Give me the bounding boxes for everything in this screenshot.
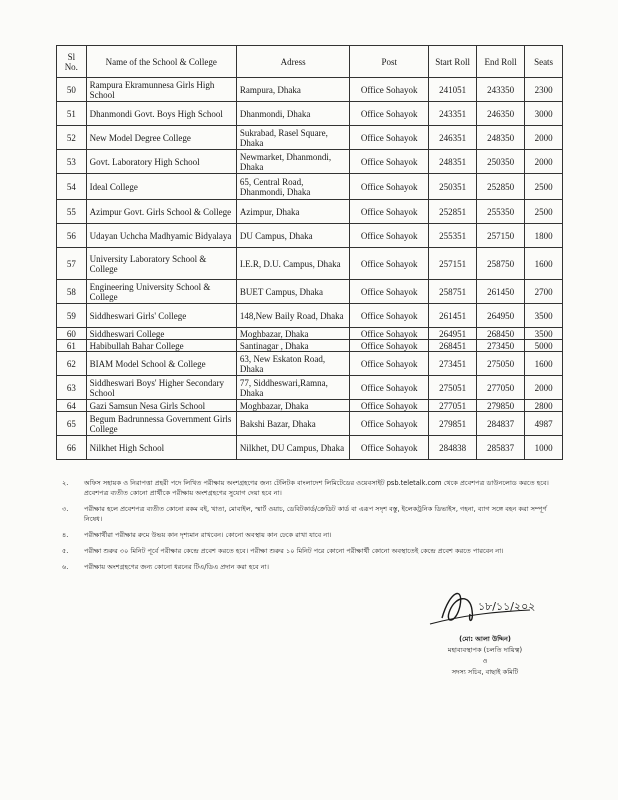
cell-name: Nilkhet High School: [86, 436, 236, 460]
cell-start: 275051: [429, 376, 477, 400]
cell-sl: 56: [57, 224, 87, 248]
table-row: [57, 78, 563, 102]
table-row: [57, 376, 563, 400]
cell-start: 252851: [429, 200, 477, 224]
cell-start: 246351: [429, 126, 477, 150]
cell-address: 63, New Eskaton Road, Dhaka: [236, 352, 349, 376]
cell-post: Office Sohayok: [350, 174, 429, 200]
cell-name: Siddheswari College: [86, 328, 236, 340]
cell-seats: 1600: [525, 248, 563, 280]
cell-start: 248351: [429, 150, 477, 174]
signature-image: [420, 580, 570, 635]
instruction-item: [62, 546, 562, 556]
cell-sl: 55: [57, 200, 87, 224]
table-row: [57, 328, 563, 340]
cell-seats: 2500: [525, 200, 563, 224]
seat-plan-table: [56, 45, 563, 460]
cell-start: 258751: [429, 280, 477, 304]
cell-post: Office Sohayok: [350, 328, 429, 340]
table-row: [57, 340, 563, 352]
cell-name: BIAM Model School & College: [86, 352, 236, 376]
cell-end: 255350: [477, 200, 525, 224]
cell-end: 279850: [477, 400, 525, 412]
cell-sl: 52: [57, 126, 87, 150]
cell-sl: 61: [57, 340, 87, 352]
table-row: [57, 126, 563, 150]
cell-name: Govt. Laboratory High School: [86, 150, 236, 174]
cell-start: 255351: [429, 224, 477, 248]
header-start-roll: Start Roll: [429, 46, 477, 78]
cell-sl: 65: [57, 412, 87, 436]
cell-sl: 50: [57, 78, 87, 102]
cell-address: Moghbazar, Dhaka: [236, 400, 349, 412]
cell-seats: 2300: [525, 78, 563, 102]
signatory-name: (মো: আলা উদ্দিন): [459, 635, 511, 643]
instruction-item: [62, 562, 562, 572]
cell-end: 275050: [477, 352, 525, 376]
cell-sl: 51: [57, 102, 87, 126]
cell-name: Azimpur Govt. Girls School & College: [86, 200, 236, 224]
cell-seats: 1800: [525, 224, 563, 248]
instruction-item: [62, 504, 562, 524]
cell-post: Office Sohayok: [350, 340, 429, 352]
cell-name: Siddheswari Girls' College: [86, 304, 236, 328]
cell-address: Santinagar , Dhaka: [236, 340, 349, 352]
cell-seats: 2500: [525, 174, 563, 200]
cell-name: Rampura Ekramunnesa Girls High School: [86, 78, 236, 102]
table-row: [57, 304, 563, 328]
signature-date: ১৮/১১/২০২: [478, 600, 536, 613]
table-row: [57, 436, 563, 460]
cell-address: 148,New Baily Road, Dhaka: [236, 304, 349, 328]
signatory-role: সদস্য সচিব, বাছাই কমিটি: [451, 668, 519, 676]
cell-name: Ideal College: [86, 174, 236, 200]
cell-address: Sukrabad, Rasel Square, Dhaka: [236, 126, 349, 150]
cell-post: Office Sohayok: [350, 280, 429, 304]
signature-block: [400, 634, 570, 678]
cell-end: 252850: [477, 174, 525, 200]
cell-post: Office Sohayok: [350, 126, 429, 150]
cell-name: Siddheswari Boys' Higher Secondary School: [86, 376, 236, 400]
cell-name: Udayan Uchcha Madhyamic Bidyalaya: [86, 224, 236, 248]
cell-post: Office Sohayok: [350, 304, 429, 328]
cell-sl: 64: [57, 400, 87, 412]
instruction-text: পরীক্ষা শুরুর ৩০ মিনিট পূর্বে পরীক্ষার কেন্দ্রে প্রবেশ করতে হবে। পরীক্ষা শুরুর ১০ মিনিট পরে কোনো পরীক্ষার্থী কোনো অবস্থাতেই কেন্দ্রে প্রবেশ করতে পারবেন না।: [84, 547, 504, 555]
cell-address: BUET Campus, Dhaka: [236, 280, 349, 304]
header-name: Name of the School & College: [86, 46, 236, 78]
table-row: [57, 400, 563, 412]
cell-end: 264950: [477, 304, 525, 328]
cell-start: 273451: [429, 352, 477, 376]
instruction-text: পরীক্ষার্থীরা পরীক্ষার রুমে উভয় কান দৃশ্যমান রাখবেন। কোনো অবস্থায় কান ঢেকে রাখা যাবে না।: [84, 531, 332, 539]
cell-start: 243351: [429, 102, 477, 126]
cell-start: 241051: [429, 78, 477, 102]
cell-post: Office Sohayok: [350, 150, 429, 174]
cell-post: Office Sohayok: [350, 376, 429, 400]
cell-start: 257151: [429, 248, 477, 280]
cell-start: 284838: [429, 436, 477, 460]
cell-address: Moghbazar, Dhaka: [236, 328, 349, 340]
table-row: [57, 174, 563, 200]
cell-post: Office Sohayok: [350, 248, 429, 280]
cell-seats: 4987: [525, 412, 563, 436]
cell-address: Rampura, Dhaka: [236, 78, 349, 102]
cell-address: DU Campus, Dhaka: [236, 224, 349, 248]
table-header-row: [57, 46, 563, 78]
cell-end: 258750: [477, 248, 525, 280]
cell-sl: 59: [57, 304, 87, 328]
cell-end: 250350: [477, 150, 525, 174]
cell-seats: 3000: [525, 102, 563, 126]
instruction-number: ২.: [62, 479, 69, 487]
cell-post: Office Sohayok: [350, 400, 429, 412]
cell-post: Office Sohayok: [350, 224, 429, 248]
cell-post: Office Sohayok: [350, 102, 429, 126]
table-row: [57, 248, 563, 280]
cell-post: Office Sohayok: [350, 352, 429, 376]
cell-name: Engineering University School & College: [86, 280, 236, 304]
cell-end: 277050: [477, 376, 525, 400]
instruction-number: ৩.: [62, 505, 69, 513]
table-row: [57, 280, 563, 304]
cell-end: 248350: [477, 126, 525, 150]
instruction-item: [62, 478, 562, 498]
cell-sl: 53: [57, 150, 87, 174]
signatory-and: ও: [482, 657, 488, 665]
cell-start: 277051: [429, 400, 477, 412]
instruction-number: ৫.: [62, 547, 69, 555]
cell-name: New Model Degree College: [86, 126, 236, 150]
cell-start: 261451: [429, 304, 477, 328]
cell-end: 246350: [477, 102, 525, 126]
cell-sl: 63: [57, 376, 87, 400]
cell-address: Azimpur, Dhaka: [236, 200, 349, 224]
instructions-list: [62, 478, 562, 578]
cell-sl: 66: [57, 436, 87, 460]
table-row: [57, 200, 563, 224]
cell-end: 261450: [477, 280, 525, 304]
cell-name: Dhanmondi Govt. Boys High School: [86, 102, 236, 126]
cell-sl: 62: [57, 352, 87, 376]
cell-address: Newmarket, Dhanmondi, Dhaka: [236, 150, 349, 174]
cell-end: 284837: [477, 412, 525, 436]
table-row: [57, 412, 563, 436]
cell-sl: 58: [57, 280, 87, 304]
cell-sl: 57: [57, 248, 87, 280]
signatory-title: মহাব্যবস্থাপক (চলতি দায়িত্ব): [447, 646, 523, 654]
cell-seats: 3500: [525, 304, 563, 328]
cell-end: 257150: [477, 224, 525, 248]
cell-post: Office Sohayok: [350, 78, 429, 102]
cell-start: 250351: [429, 174, 477, 200]
cell-address: I.E.R, D.U. Campus, Dhaka: [236, 248, 349, 280]
cell-seats: 2000: [525, 150, 563, 174]
cell-seats: 2700: [525, 280, 563, 304]
cell-seats: 2800: [525, 400, 563, 412]
header-seats: Seats: [525, 46, 563, 78]
cell-end: 273450: [477, 340, 525, 352]
cell-start: 279851: [429, 412, 477, 436]
instruction-text: পরীক্ষায় অংশগ্রহণের জন্য কোনো ধরনের টিএ/ডিএ প্রদান করা হবে না।: [84, 563, 269, 571]
cell-seats: 1000: [525, 436, 563, 460]
cell-sl: 54: [57, 174, 87, 200]
instruction-number: ৪.: [62, 531, 69, 539]
cell-seats: 3500: [525, 328, 563, 340]
cell-address: 65, Central Road, Dhanmondi, Dhaka: [236, 174, 349, 200]
cell-sl: 60: [57, 328, 87, 340]
cell-end: 285837: [477, 436, 525, 460]
instruction-item: [62, 530, 562, 540]
cell-name: Gazi Samsun Nesa Girls School: [86, 400, 236, 412]
instruction-text: পরীক্ষার হলে প্রবেশপত্র ব্যতীত কোনো রকম বই, খাতা, মোবাইল, স্মার্ট ওয়াচ, ডেবিটকার্ড/ক্রেডিট কার্ড বা এরূপ সদৃশ বস্তু, ইলেকট্রনিক ডিভাইস, গহনা, ব্যাগ সঙ্গে বহন করা সম্পূর্ণ নিষেধ।: [84, 505, 547, 523]
header-sl: Sl No.: [57, 46, 87, 78]
cell-post: Office Sohayok: [350, 436, 429, 460]
cell-start: 264951: [429, 328, 477, 340]
table-row: [57, 352, 563, 376]
table-row: [57, 150, 563, 174]
cell-seats: 2000: [525, 376, 563, 400]
cell-seats: 5000: [525, 340, 563, 352]
cell-start: 268451: [429, 340, 477, 352]
cell-name: University Laboratory School & College: [86, 248, 236, 280]
cell-end: 268450: [477, 328, 525, 340]
table-row: [57, 224, 563, 248]
cell-end: 243350: [477, 78, 525, 102]
header-post: Post: [350, 46, 429, 78]
cell-address: Dhanmondi, Dhaka: [236, 102, 349, 126]
instruction-number: ৬.: [62, 563, 69, 571]
table-row: [57, 102, 563, 126]
cell-address: Bakshi Bazar, Dhaka: [236, 412, 349, 436]
header-end-roll: End Roll: [477, 46, 525, 78]
cell-seats: 1600: [525, 352, 563, 376]
cell-post: Office Sohayok: [350, 412, 429, 436]
cell-address: Nilkhet, DU Campus, Dhaka: [236, 436, 349, 460]
cell-name: Habibullah Bahar College: [86, 340, 236, 352]
cell-address: 77, Siddheswari,Ramna, Dhaka: [236, 376, 349, 400]
cell-post: Office Sohayok: [350, 200, 429, 224]
instruction-text: অফিস সহায়ক ও নিরাপত্তা প্রহরী পদে লিখিত পরীক্ষায় অংশগ্রহণের জন্য টেলিটক বাংলাদেশ লিমিটেডের ওয়েবসাইট psb.teletalk.com থেকে প্রবেশপত্র ডাউনলোড করতে হবে। প্রবেশপত্র ব্যতীত কোনো প্রার্থীকে পরীক্ষায় অংশগ্রহণের সুযোগ দেয়া হবে না।: [84, 479, 549, 497]
cell-seats: 2000: [525, 126, 563, 150]
header-address: Adress: [236, 46, 349, 78]
cell-name: Begum Badrunnessa Government Girls College: [86, 412, 236, 436]
